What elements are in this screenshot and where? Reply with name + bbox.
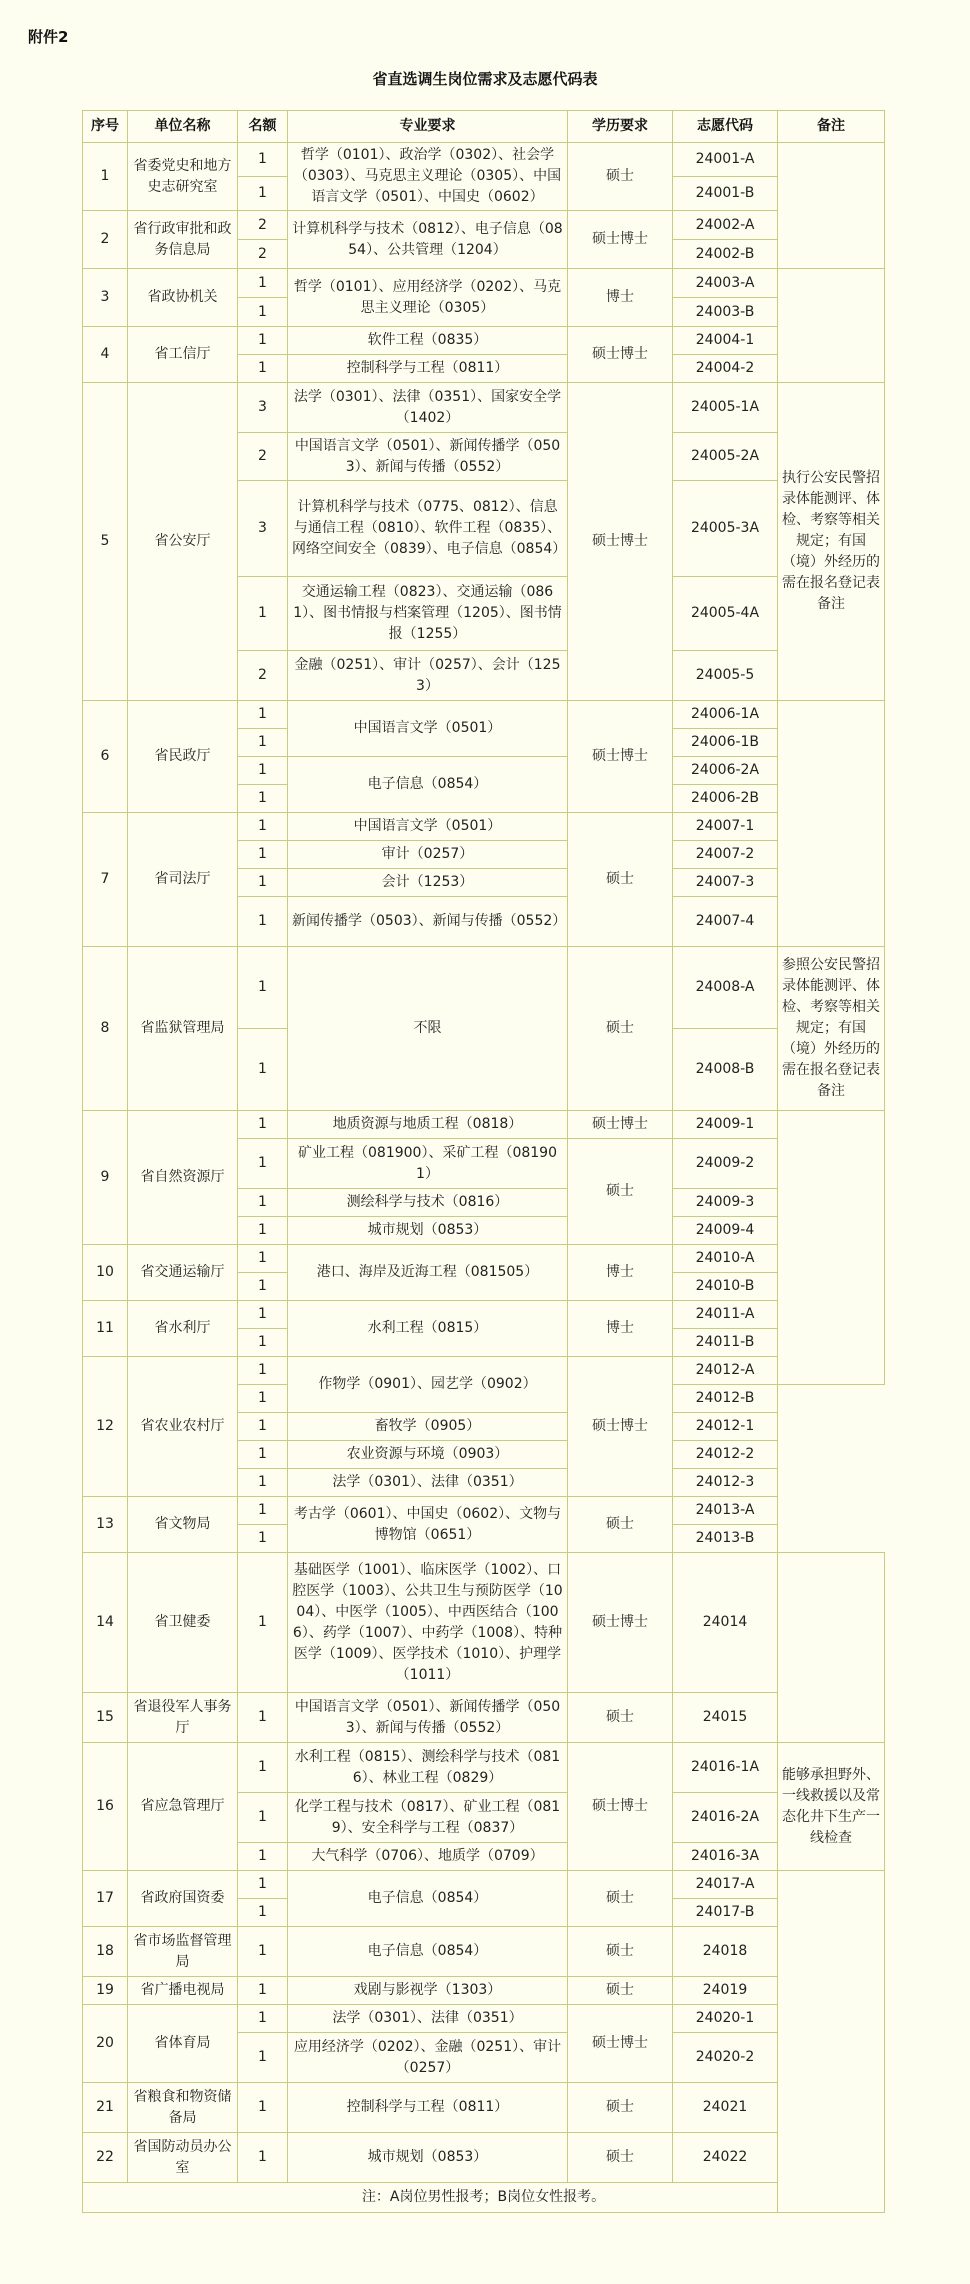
cell-no: 11 bbox=[83, 1301, 128, 1357]
cell-quota: 1 bbox=[238, 813, 288, 841]
cell-quota: 1 bbox=[238, 1793, 288, 1843]
cell-quota: 1 bbox=[238, 143, 288, 177]
cell-no: 13 bbox=[83, 1497, 128, 1553]
table-header-row bbox=[83, 111, 885, 143]
cell-quota: 1 bbox=[238, 1357, 288, 1385]
cell-unit: 省水利厅 bbox=[128, 1301, 238, 1357]
cell-major: 法学（0301）、法律（0351）、国家安全学（1402） bbox=[288, 383, 568, 433]
cell-major: 水利工程（0815） bbox=[288, 1301, 568, 1357]
cell-major: 大气科学（0706）、地质学（0709） bbox=[288, 1843, 568, 1871]
cell-major: 软件工程（0835） bbox=[288, 327, 568, 355]
table-row bbox=[83, 383, 885, 433]
cell-code: 24016-2A bbox=[673, 1793, 778, 1843]
header-no: 序号 bbox=[83, 111, 128, 143]
cell-quota: 1 bbox=[238, 1189, 288, 1217]
cell-code: 24014 bbox=[673, 1553, 778, 1693]
cell-unit: 省交通运输厅 bbox=[128, 1245, 238, 1301]
cell-code: 24016-1A bbox=[673, 1743, 778, 1793]
cell-no: 6 bbox=[83, 701, 128, 813]
cell-no: 21 bbox=[83, 2083, 128, 2133]
cell-major: 中国语言文学（0501）、新闻传播学（0503）、新闻与传播（0552） bbox=[288, 1693, 568, 1743]
cell-quota: 1 bbox=[238, 1927, 288, 1977]
cell-major: 作物学（0901）、园艺学（0902） bbox=[288, 1357, 568, 1413]
cell-code: 24008-B bbox=[673, 1029, 778, 1111]
cell-quota: 1 bbox=[238, 1385, 288, 1413]
cell-quota: 1 bbox=[238, 577, 288, 651]
cell-code: 24020-2 bbox=[673, 2033, 778, 2083]
cell-major: 戏剧与影视学（1303） bbox=[288, 1977, 568, 2005]
cell-degree: 硕士 bbox=[568, 1871, 673, 1927]
cell-quota: 1 bbox=[238, 947, 288, 1029]
cell-degree: 硕士博士 bbox=[568, 1553, 673, 1693]
cell-code: 24003-A bbox=[673, 269, 778, 298]
cell-quota: 1 bbox=[238, 1441, 288, 1469]
cell-note bbox=[778, 701, 885, 947]
cell-degree: 硕士 bbox=[568, 1497, 673, 1553]
cell-degree: 硕士博士 bbox=[568, 701, 673, 813]
cell-no: 4 bbox=[83, 327, 128, 383]
cell-note: 能够承担野外、一线救援以及常态化井下生产一线检查 bbox=[778, 1743, 885, 1871]
cell-code: 24003-B bbox=[673, 298, 778, 327]
table-row bbox=[83, 1245, 885, 1273]
cell-degree: 硕士 bbox=[568, 2133, 673, 2183]
cell-quota: 1 bbox=[238, 1693, 288, 1743]
cell-no: 5 bbox=[83, 383, 128, 701]
cell-major: 计算机科学与技术（0812）、电子信息（0854）、公共管理（1204） bbox=[288, 211, 568, 269]
cell-code: 24005-1A bbox=[673, 383, 778, 433]
cell-code: 24020-1 bbox=[673, 2005, 778, 2033]
cell-unit: 省自然资源厅 bbox=[128, 1111, 238, 1245]
table-row bbox=[83, 1553, 885, 1693]
cell-quota: 2 bbox=[238, 240, 288, 269]
cell-major: 港口、海岸及近海工程（081505） bbox=[288, 1245, 568, 1301]
cell-degree: 博士 bbox=[568, 269, 673, 327]
cell-degree: 硕士 bbox=[568, 143, 673, 211]
table-row bbox=[83, 1871, 885, 1899]
cell-code: 24010-B bbox=[673, 1273, 778, 1301]
cell-quota: 1 bbox=[238, 1413, 288, 1441]
cell-code: 24006-1B bbox=[673, 729, 778, 757]
cell-quota: 1 bbox=[238, 701, 288, 729]
cell-code: 24009-2 bbox=[673, 1139, 778, 1189]
cell-quota: 1 bbox=[238, 785, 288, 813]
cell-no: 8 bbox=[83, 947, 128, 1111]
cell-no: 12 bbox=[83, 1357, 128, 1497]
cell-code: 24016-3A bbox=[673, 1843, 778, 1871]
cell-quota: 1 bbox=[238, 841, 288, 869]
cell-unit: 省工信厅 bbox=[128, 327, 238, 383]
cell-quota: 1 bbox=[238, 869, 288, 897]
cell-degree: 博士 bbox=[568, 1245, 673, 1301]
cell-quota: 1 bbox=[238, 2133, 288, 2183]
cell-major: 农业资源与环境（0903） bbox=[288, 1441, 568, 1469]
cell-quota: 1 bbox=[238, 757, 288, 785]
cell-unit: 省退役军人事务厅 bbox=[128, 1693, 238, 1743]
footnote-row bbox=[83, 2183, 885, 2213]
cell-quota: 1 bbox=[238, 1977, 288, 2005]
cell-degree: 硕士 bbox=[568, 813, 673, 947]
table-row bbox=[83, 269, 885, 298]
cell-unit: 省监狱管理局 bbox=[128, 947, 238, 1111]
cell-degree: 硕士博士 bbox=[568, 327, 673, 383]
table-row bbox=[83, 1693, 885, 1743]
cell-major: 城市规划（0853） bbox=[288, 2133, 568, 2183]
cell-quota: 1 bbox=[238, 1273, 288, 1301]
cell-code: 24008-A bbox=[673, 947, 778, 1029]
cell-unit: 省体育局 bbox=[128, 2005, 238, 2083]
cell-quota: 1 bbox=[238, 1245, 288, 1273]
cell-quota: 1 bbox=[238, 1743, 288, 1793]
cell-code: 24012-3 bbox=[673, 1469, 778, 1497]
cell-code: 24011-B bbox=[673, 1329, 778, 1357]
cell-quota: 1 bbox=[238, 1217, 288, 1245]
position-table bbox=[82, 110, 885, 2213]
cell-major: 基础医学（1001）、临床医学（1002）、口腔医学（1003）、公共卫生与预防医学（1004）、中医学（1005）、中西医结合（1006）、药学（1007）、中药学（1008）、特种医学（1009）、医学技术（1010）、护理学（1011） bbox=[288, 1553, 568, 1693]
cell-code: 24009-4 bbox=[673, 1217, 778, 1245]
cell-degree: 硕士 bbox=[568, 1977, 673, 2005]
cell-major: 水利工程（0815）、测绘科学与技术（0816）、林业工程（0829） bbox=[288, 1743, 568, 1793]
cell-degree: 硕士 bbox=[568, 1927, 673, 1977]
cell-code: 24022 bbox=[673, 2133, 778, 2183]
cell-quota: 1 bbox=[238, 1111, 288, 1139]
attachment-label: 附件2 bbox=[28, 28, 69, 46]
cell-code: 24017-A bbox=[673, 1871, 778, 1899]
table-row bbox=[83, 1497, 885, 1525]
header-unit: 单位名称 bbox=[128, 111, 238, 143]
cell-degree: 硕士博士 bbox=[568, 383, 673, 701]
cell-code: 24005-5 bbox=[673, 651, 778, 701]
cell-no: 9 bbox=[83, 1111, 128, 1245]
table-row bbox=[83, 327, 885, 355]
cell-unit: 省政府国资委 bbox=[128, 1871, 238, 1927]
cell-major: 会计（1253） bbox=[288, 869, 568, 897]
cell-quota: 1 bbox=[238, 1525, 288, 1553]
cell-note bbox=[778, 1871, 885, 2213]
cell-degree: 硕士博士 bbox=[568, 1743, 673, 1871]
cell-code: 24010-A bbox=[673, 1245, 778, 1273]
table-row bbox=[83, 947, 885, 1029]
cell-code: 24006-2B bbox=[673, 785, 778, 813]
cell-major: 金融（0251）、审计（0257）、会计（1253） bbox=[288, 651, 568, 701]
cell-note bbox=[778, 143, 885, 269]
cell-quota: 2 bbox=[238, 211, 288, 240]
cell-quota: 1 bbox=[238, 1497, 288, 1525]
cell-code: 24007-3 bbox=[673, 869, 778, 897]
cell-code: 24007-4 bbox=[673, 897, 778, 947]
cell-note: 执行公安民警招录体能测评、体检、考察等相关规定；有国（境）外经历的需在报名登记表备注 bbox=[778, 383, 885, 701]
cell-code: 24018 bbox=[673, 1927, 778, 1977]
cell-unit: 省委党史和地方史志研究室 bbox=[128, 143, 238, 211]
header-note: 备注 bbox=[778, 111, 885, 143]
cell-code: 24005-3A bbox=[673, 481, 778, 577]
cell-code: 24013-B bbox=[673, 1525, 778, 1553]
cell-code: 24009-3 bbox=[673, 1189, 778, 1217]
cell-no: 14 bbox=[83, 1553, 128, 1693]
cell-code: 24005-4A bbox=[673, 577, 778, 651]
cell-no: 16 bbox=[83, 1743, 128, 1871]
cell-code: 24002-B bbox=[673, 240, 778, 269]
cell-degree: 博士 bbox=[568, 1301, 673, 1357]
cell-no: 19 bbox=[83, 1977, 128, 2005]
cell-note bbox=[778, 1111, 885, 1385]
cell-major: 控制科学与工程（0811） bbox=[288, 355, 568, 383]
cell-code: 24019 bbox=[673, 1977, 778, 2005]
cell-major: 中国语言文学（0501） bbox=[288, 813, 568, 841]
cell-quota: 1 bbox=[238, 1871, 288, 1899]
cell-unit: 省司法厅 bbox=[128, 813, 238, 947]
cell-major: 地质资源与地质工程（0818） bbox=[288, 1111, 568, 1139]
cell-code: 24012-1 bbox=[673, 1413, 778, 1441]
cell-quota: 1 bbox=[238, 2033, 288, 2083]
cell-degree: 硕士博士 bbox=[568, 1357, 673, 1497]
table-row bbox=[83, 701, 885, 729]
table-title: 省直选调生岗位需求及志愿代码表 bbox=[372, 70, 598, 88]
cell-unit: 省民政厅 bbox=[128, 701, 238, 813]
cell-code: 24001-B bbox=[673, 177, 778, 211]
header-quota: 名额 bbox=[238, 111, 288, 143]
cell-quota: 1 bbox=[238, 1329, 288, 1357]
cell-major: 畜牧学（0905） bbox=[288, 1413, 568, 1441]
cell-unit: 省粮食和物资储备局 bbox=[128, 2083, 238, 2133]
cell-quota: 1 bbox=[238, 1899, 288, 1927]
cell-quota: 1 bbox=[238, 298, 288, 327]
cell-code: 24012-A bbox=[673, 1357, 778, 1385]
cell-quota: 2 bbox=[238, 651, 288, 701]
cell-code: 24015 bbox=[673, 1693, 778, 1743]
cell-code: 24007-2 bbox=[673, 841, 778, 869]
cell-code: 24017-B bbox=[673, 1899, 778, 1927]
cell-quota: 1 bbox=[238, 1469, 288, 1497]
cell-unit: 省政协机关 bbox=[128, 269, 238, 327]
cell-degree: 硕士 bbox=[568, 2083, 673, 2133]
cell-major: 电子信息（0854） bbox=[288, 757, 568, 813]
cell-major: 控制科学与工程（0811） bbox=[288, 2083, 568, 2133]
table-row bbox=[83, 1301, 885, 1329]
cell-code: 24004-1 bbox=[673, 327, 778, 355]
cell-code: 24012-2 bbox=[673, 1441, 778, 1469]
cell-degree: 硕士博士 bbox=[568, 211, 673, 269]
cell-degree: 硕士博士 bbox=[568, 2005, 673, 2083]
cell-code: 24007-1 bbox=[673, 813, 778, 841]
cell-degree: 硕士 bbox=[568, 1139, 673, 1245]
cell-no: 1 bbox=[83, 143, 128, 211]
table-row bbox=[83, 1743, 885, 1793]
table-row bbox=[83, 211, 885, 240]
cell-major: 考古学（0601）、中国史（0602）、文物与博物馆（0651） bbox=[288, 1497, 568, 1553]
cell-code: 24009-1 bbox=[673, 1111, 778, 1139]
cell-unit: 省农业农村厅 bbox=[128, 1357, 238, 1497]
cell-major: 哲学（0101）、政治学（0302）、社会学（0303）、马克思主义理论（0305）、中国语言文学（0501）、中国史（0602） bbox=[288, 143, 568, 211]
cell-major: 法学（0301）、法律（0351） bbox=[288, 1469, 568, 1497]
table-row bbox=[83, 1357, 885, 1385]
cell-degree: 硕士 bbox=[568, 1693, 673, 1743]
table-row bbox=[83, 143, 885, 177]
cell-quota: 2 bbox=[238, 433, 288, 481]
cell-quota: 1 bbox=[238, 327, 288, 355]
cell-major: 电子信息（0854） bbox=[288, 1927, 568, 1977]
cell-quota: 3 bbox=[238, 481, 288, 577]
cell-unit: 省行政审批和政务信息局 bbox=[128, 211, 238, 269]
table-row bbox=[83, 2083, 885, 2133]
table-row bbox=[83, 1977, 885, 2005]
cell-unit: 省市场监督管理局 bbox=[128, 1927, 238, 1977]
cell-code: 24004-2 bbox=[673, 355, 778, 383]
header-degree: 学历要求 bbox=[568, 111, 673, 143]
cell-code: 24006-1A bbox=[673, 701, 778, 729]
cell-quota: 1 bbox=[238, 1029, 288, 1111]
cell-code: 24013-A bbox=[673, 1497, 778, 1525]
cell-major: 法学（0301）、法律（0351） bbox=[288, 2005, 568, 2033]
cell-code: 24005-2A bbox=[673, 433, 778, 481]
footnote: 注：A岗位男性报考；B岗位女性报考。 bbox=[83, 2183, 885, 2213]
cell-major: 新闻传播学（0503）、新闻与传播（0552） bbox=[288, 897, 568, 947]
cell-degree: 硕士博士 bbox=[568, 1111, 673, 1139]
cell-quota: 1 bbox=[238, 2083, 288, 2133]
cell-unit: 省广播电视局 bbox=[128, 1977, 238, 2005]
cell-major: 中国语言文学（0501） bbox=[288, 701, 568, 757]
cell-code: 24011-A bbox=[673, 1301, 778, 1329]
cell-quota: 1 bbox=[238, 2005, 288, 2033]
cell-quota: 1 bbox=[238, 729, 288, 757]
cell-major: 应用经济学（0202）、金融（0251）、审计（0257） bbox=[288, 2033, 568, 2083]
cell-major: 电子信息（0854） bbox=[288, 1871, 568, 1927]
cell-no: 3 bbox=[83, 269, 128, 327]
cell-major: 审计（0257） bbox=[288, 841, 568, 869]
cell-note bbox=[778, 1553, 885, 1743]
cell-quota: 1 bbox=[238, 269, 288, 298]
cell-code: 24021 bbox=[673, 2083, 778, 2133]
table-row bbox=[83, 1111, 885, 1139]
cell-code: 24002-A bbox=[673, 211, 778, 240]
cell-no: 7 bbox=[83, 813, 128, 947]
cell-major: 交通运输工程（0823）、交通运输（0861）、图书情报与档案管理（1205）、图书情报（1255） bbox=[288, 577, 568, 651]
table-row bbox=[83, 2133, 885, 2183]
cell-degree: 硕士 bbox=[568, 947, 673, 1111]
cell-unit: 省文物局 bbox=[128, 1497, 238, 1553]
cell-quota: 1 bbox=[238, 1843, 288, 1871]
table-row bbox=[83, 1927, 885, 1977]
cell-unit: 省卫健委 bbox=[128, 1553, 238, 1693]
cell-code: 24006-2A bbox=[673, 757, 778, 785]
cell-no: 10 bbox=[83, 1245, 128, 1301]
cell-major: 哲学（0101）、应用经济学（0202）、马克思主义理论（0305） bbox=[288, 269, 568, 327]
cell-major: 中国语言文学（0501）、新闻传播学（0503）、新闻与传播（0552） bbox=[288, 433, 568, 481]
cell-no: 22 bbox=[83, 2133, 128, 2183]
header-major: 专业要求 bbox=[288, 111, 568, 143]
cell-no: 2 bbox=[83, 211, 128, 269]
cell-quota: 1 bbox=[238, 355, 288, 383]
header-code: 志愿代码 bbox=[673, 111, 778, 143]
table-row bbox=[83, 813, 885, 841]
cell-note bbox=[778, 269, 885, 383]
cell-quota: 3 bbox=[238, 383, 288, 433]
cell-major: 测绘科学与技术（0816） bbox=[288, 1189, 568, 1217]
cell-unit: 省应急管理厅 bbox=[128, 1743, 238, 1871]
cell-major: 计算机科学与技术（0775、0812）、信息与通信工程（0810）、软件工程（0835）、网络空间安全（0839）、电子信息（0854） bbox=[288, 481, 568, 577]
cell-major: 城市规划（0853） bbox=[288, 1217, 568, 1245]
cell-quota: 1 bbox=[238, 897, 288, 947]
cell-major: 不限 bbox=[288, 947, 568, 1111]
cell-major: 化学工程与技术（0817）、矿业工程（0819）、安全科学与工程（0837） bbox=[288, 1793, 568, 1843]
cell-code: 24001-A bbox=[673, 143, 778, 177]
cell-unit: 省公安厅 bbox=[128, 383, 238, 701]
cell-quota: 1 bbox=[238, 1139, 288, 1189]
cell-no: 15 bbox=[83, 1693, 128, 1743]
cell-unit: 省国防动员办公室 bbox=[128, 2133, 238, 2183]
cell-note: 参照公安民警招录体能测评、体检、考察等相关规定；有国（境）外经历的需在报名登记表备注 bbox=[778, 947, 885, 1111]
table-row bbox=[83, 2005, 885, 2033]
cell-no: 18 bbox=[83, 1927, 128, 1977]
cell-no: 20 bbox=[83, 2005, 128, 2083]
cell-quota: 1 bbox=[238, 177, 288, 211]
cell-quota: 1 bbox=[238, 1301, 288, 1329]
cell-major: 矿业工程（081900）、采矿工程（081901） bbox=[288, 1139, 568, 1189]
cell-code: 24012-B bbox=[673, 1385, 778, 1413]
cell-quota: 1 bbox=[238, 1553, 288, 1693]
cell-no: 17 bbox=[83, 1871, 128, 1927]
